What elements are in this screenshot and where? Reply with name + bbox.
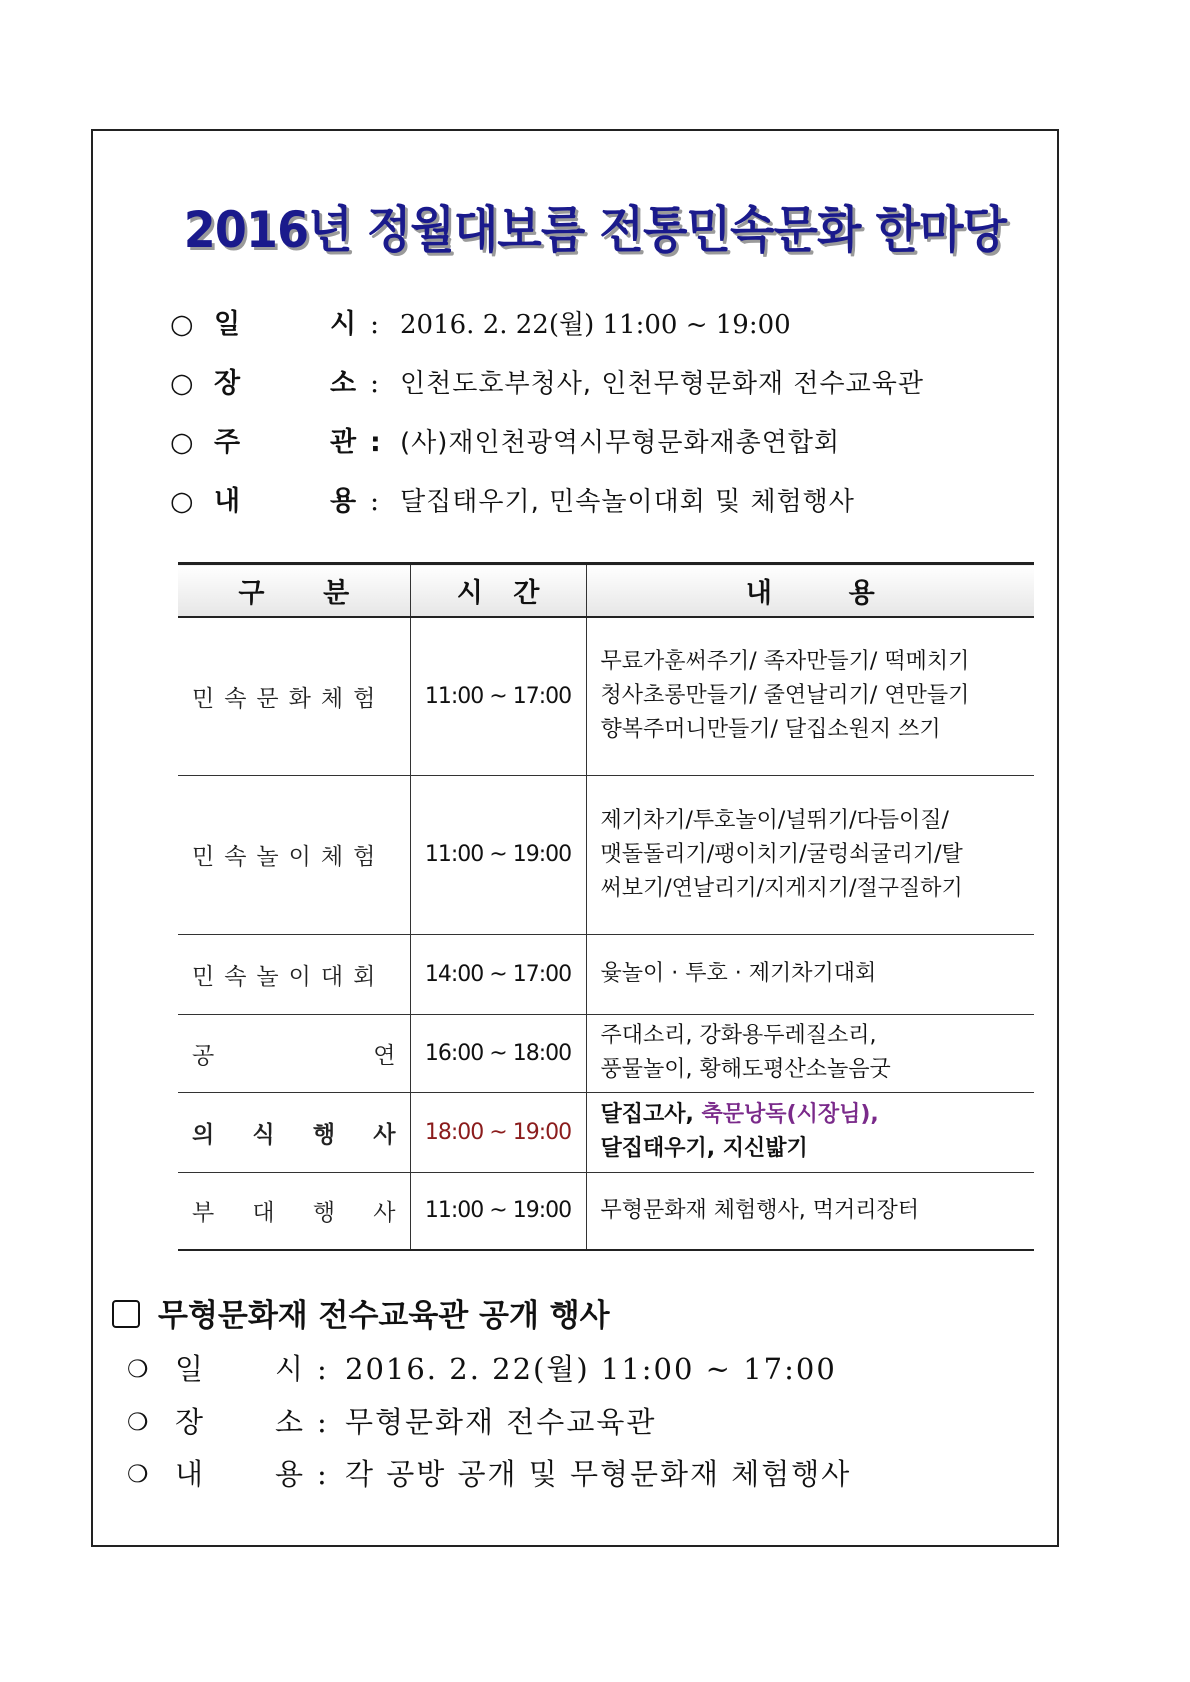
circle-bullet-icon: ○ — [170, 309, 194, 340]
sub-value: 각 공방 공개 및 무형문화재 체험행사 — [345, 1457, 852, 1491]
header-time: 시 간 — [410, 564, 586, 618]
row-category: 민속문화체험 — [178, 617, 410, 775]
info-label-char: 주 — [214, 427, 241, 458]
sub-label-char: 소 — [275, 1405, 304, 1439]
row-content: 달집고사, 축문낭독(시장님), 달집태우기, 지신밟기 — [586, 1092, 1034, 1172]
row-time: 11:00 ~ 19:00 — [410, 1172, 586, 1250]
row-category: 의 식 행 사 — [178, 1092, 410, 1172]
row-time: 11:00 ~ 19:00 — [410, 775, 586, 934]
info-label-char: 일 — [214, 309, 241, 340]
schedule-table — [178, 562, 1034, 1251]
row-content: 윷놀이 · 투호 · 제기차기대회 — [586, 934, 1034, 1014]
row-category: 부 대 행 사 — [178, 1172, 410, 1250]
sub-value: 2016. 2. 22(월) 11:00 ~ 17:00 — [345, 1352, 837, 1386]
table-row — [178, 775, 1034, 934]
row-time: 16:00 ~ 18:00 — [410, 1014, 586, 1092]
square-bullet-icon — [112, 1300, 140, 1328]
info-value: (사)재인천광역시무형문화재총연합회 — [400, 428, 841, 458]
sub-colon: : — [317, 1405, 327, 1439]
table-row — [178, 934, 1034, 1014]
sub-colon: : — [317, 1352, 327, 1386]
sub-value: 무형문화재 전수교육관 — [345, 1405, 657, 1439]
info-colon: : — [370, 368, 380, 399]
row-content: 제기차기/투호놀이/널뛰기/다듬이질/ 맷돌돌리기/팽이치기/굴렁쇠굴리기/탈 써보기/연날리기/지게지기/절구질하기 — [586, 775, 1034, 934]
header-content: 내 용 — [586, 564, 1034, 618]
row-content: 무료가훈써주기/ 족자만들기/ 떡메치기 청사초롱만들기/ 줄연날리기/ 연만들기 향복주머니만들기/ 달집소원지 쓰기 — [586, 617, 1034, 775]
table-header-row — [178, 564, 1034, 618]
info-label-char: 관 — [330, 427, 357, 458]
info-colon: : — [370, 486, 380, 517]
info-colon: : — [370, 427, 381, 458]
section-title: 무형문화재 전수교육관 공개 행사 — [112, 1290, 610, 1335]
header-category: 구 분 — [178, 564, 410, 618]
circle-bullet-icon: ○ — [170, 427, 194, 458]
sub-label-char: 장 — [175, 1405, 204, 1439]
info-label-char: 소 — [330, 368, 357, 399]
info-label-char: 내 — [214, 486, 241, 517]
ring-bullet-icon: ❍ — [127, 1408, 149, 1436]
row-category: 공 연 — [178, 1014, 410, 1092]
info-label-char: 용 — [330, 486, 357, 517]
info-colon: : — [370, 309, 380, 340]
table-row — [178, 1014, 1034, 1092]
info-value: 달집태우기, 민속놀이대회 및 체험행사 — [400, 487, 855, 517]
row-content: 주대소리, 강화용두레질소리, 풍물놀이, 황해도평산소놀음굿 — [586, 1014, 1034, 1092]
info-label-char: 장 — [214, 368, 241, 399]
sub-label-char: 용 — [275, 1457, 304, 1491]
circle-bullet-icon: ○ — [170, 486, 194, 517]
ring-bullet-icon: ❍ — [127, 1460, 149, 1488]
sub-label-char: 시 — [275, 1352, 304, 1386]
info-value: 2016. 2. 22(월) 11:00 ~ 19:00 — [400, 310, 791, 340]
sub-label-char: 내 — [175, 1457, 204, 1491]
sub-colon: : — [317, 1457, 327, 1491]
row-category: 민속놀이대회 — [178, 934, 410, 1014]
info-value: 인천도호부청사, 인천무형문화재 전수교육관 — [400, 369, 924, 399]
sub-label-char: 일 — [175, 1352, 204, 1386]
circle-bullet-icon: ○ — [170, 368, 194, 399]
row-category: 민속놀이체험 — [178, 775, 410, 934]
page-title: 2016년 정월대보름 전통민속문화 한마당 — [183, 201, 1007, 259]
row-time: 18:00 ~ 19:00 — [410, 1092, 586, 1172]
info-label-char: 시 — [330, 309, 357, 340]
table-row — [178, 1092, 1034, 1172]
row-content: 무형문화재 체험행사, 먹거리장터 — [586, 1172, 1034, 1250]
ring-bullet-icon: ❍ — [127, 1355, 149, 1383]
table-row — [178, 1172, 1034, 1250]
table-row — [178, 617, 1034, 775]
row-time: 14:00 ~ 17:00 — [410, 934, 586, 1014]
row-time: 11:00 ~ 17:00 — [410, 617, 586, 775]
